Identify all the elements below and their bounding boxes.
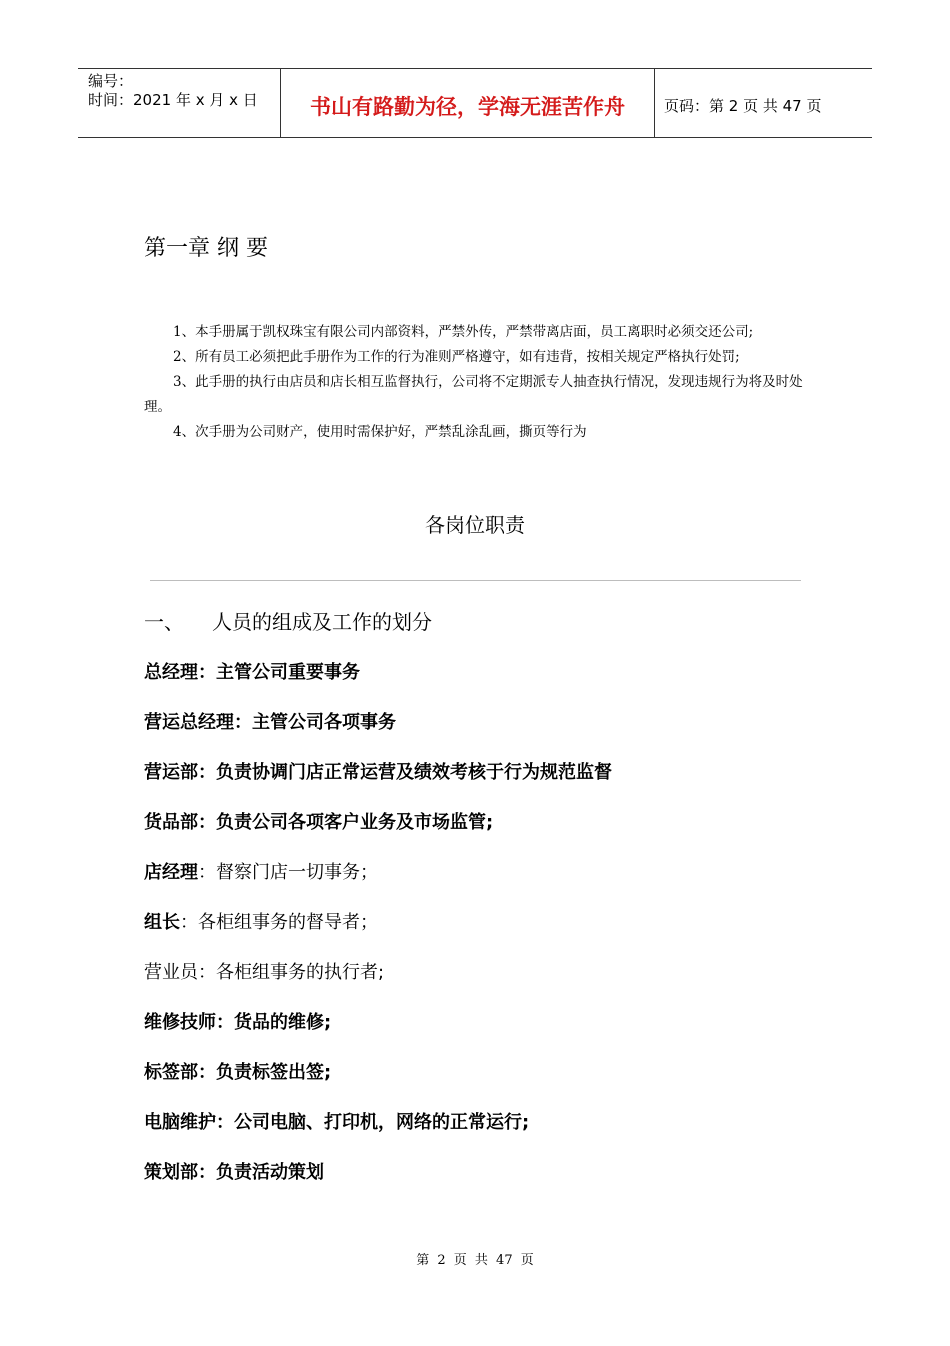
duty-role: 营运总经理： (144, 712, 252, 733)
duty-item (144, 808, 493, 834)
duty-item (144, 858, 378, 884)
duty-role: 营运部： (144, 762, 216, 783)
document-date-label: 时间：2021 年 x 月 x 日 (88, 91, 258, 109)
duty-item (144, 958, 384, 984)
duty-desc: 货品的维修; (234, 1012, 332, 1033)
duty-role: 组长 (144, 912, 180, 933)
duty-desc: 负责协调门店正常运营及绩效考核于行为规范监督 (216, 762, 612, 783)
duty-desc: ：督察门店一切事务； (198, 862, 378, 883)
duty-item (144, 1108, 529, 1134)
subheading-text: 人员的组成及工作的划分 (212, 610, 432, 634)
duty-item (144, 658, 360, 684)
duty-desc: ：各柜组事务的督导者； (180, 912, 378, 933)
header-motto-cell (281, 69, 655, 137)
header-page-info: 页码：第 2 页 共 47 页 (664, 97, 822, 115)
header-motto: 书山有路勤为径，学海无涯苦作舟 (310, 94, 625, 119)
subheading-number: 一、 (144, 610, 184, 634)
duty-desc: 公司电脑、打印机，网络的正常运行; (234, 1112, 530, 1133)
duty-desc: 负责活动策划 (216, 1162, 324, 1183)
duty-desc: ：各柜组事务的执行者; (198, 962, 385, 983)
duty-desc: 主管公司各项事务 (252, 712, 396, 733)
duty-desc: 负责标签出签; (216, 1062, 332, 1083)
page-footer: 第 2 页 共 47 页 (416, 1253, 534, 1268)
subheading (144, 606, 432, 635)
rule-item-3: 3、此手册的执行由店员和店长相互监督执行，公司将不定期派专人抽查执行情况，发现违规行为将及时处理。 (144, 374, 803, 415)
duty-item (144, 1058, 331, 1084)
duty-role: 总经理： (144, 662, 216, 683)
duty-role: 电脑维护： (144, 1112, 234, 1133)
duty-role: 策划部： (144, 1162, 216, 1183)
duty-item (144, 908, 378, 934)
duty-item (144, 758, 612, 784)
section-title: 各岗位职责 (425, 513, 525, 537)
header-page-cell (655, 69, 872, 137)
header-info-cell (78, 69, 281, 137)
duty-desc: 主管公司重要事务 (216, 662, 360, 683)
rule-item-1: 1、本手册属于凯权珠宝有限公司内部资料，严禁外传，严禁带离店面，员工离职时必须交还公司; (173, 324, 754, 340)
duty-item (144, 708, 396, 734)
duty-role: 营业员 (144, 962, 198, 983)
document-number-label: 编号： (88, 72, 134, 90)
section-divider (150, 580, 801, 581)
duty-desc: 负责公司各项客户业务及市场监管; (216, 812, 494, 833)
duty-role: 货品部： (144, 812, 216, 833)
duty-role: 维修技师： (144, 1012, 234, 1033)
rule-item-4: 4、次手册为公司财产，使用时需保护好，严禁乱涂乱画，撕页等行为 (173, 424, 587, 440)
duty-item (144, 1008, 331, 1034)
chapter-title: 第一章 纲 要 (144, 236, 268, 261)
page-header (78, 68, 872, 138)
duty-item (144, 1158, 324, 1184)
duty-role: 标签部： (144, 1062, 216, 1083)
rule-item-2: 2、所有员工必须把此手册作为工作的行为准则严格遵守，如有违背，按相关规定严格执行处罚; (173, 349, 740, 365)
duty-role: 店经理 (144, 862, 198, 883)
